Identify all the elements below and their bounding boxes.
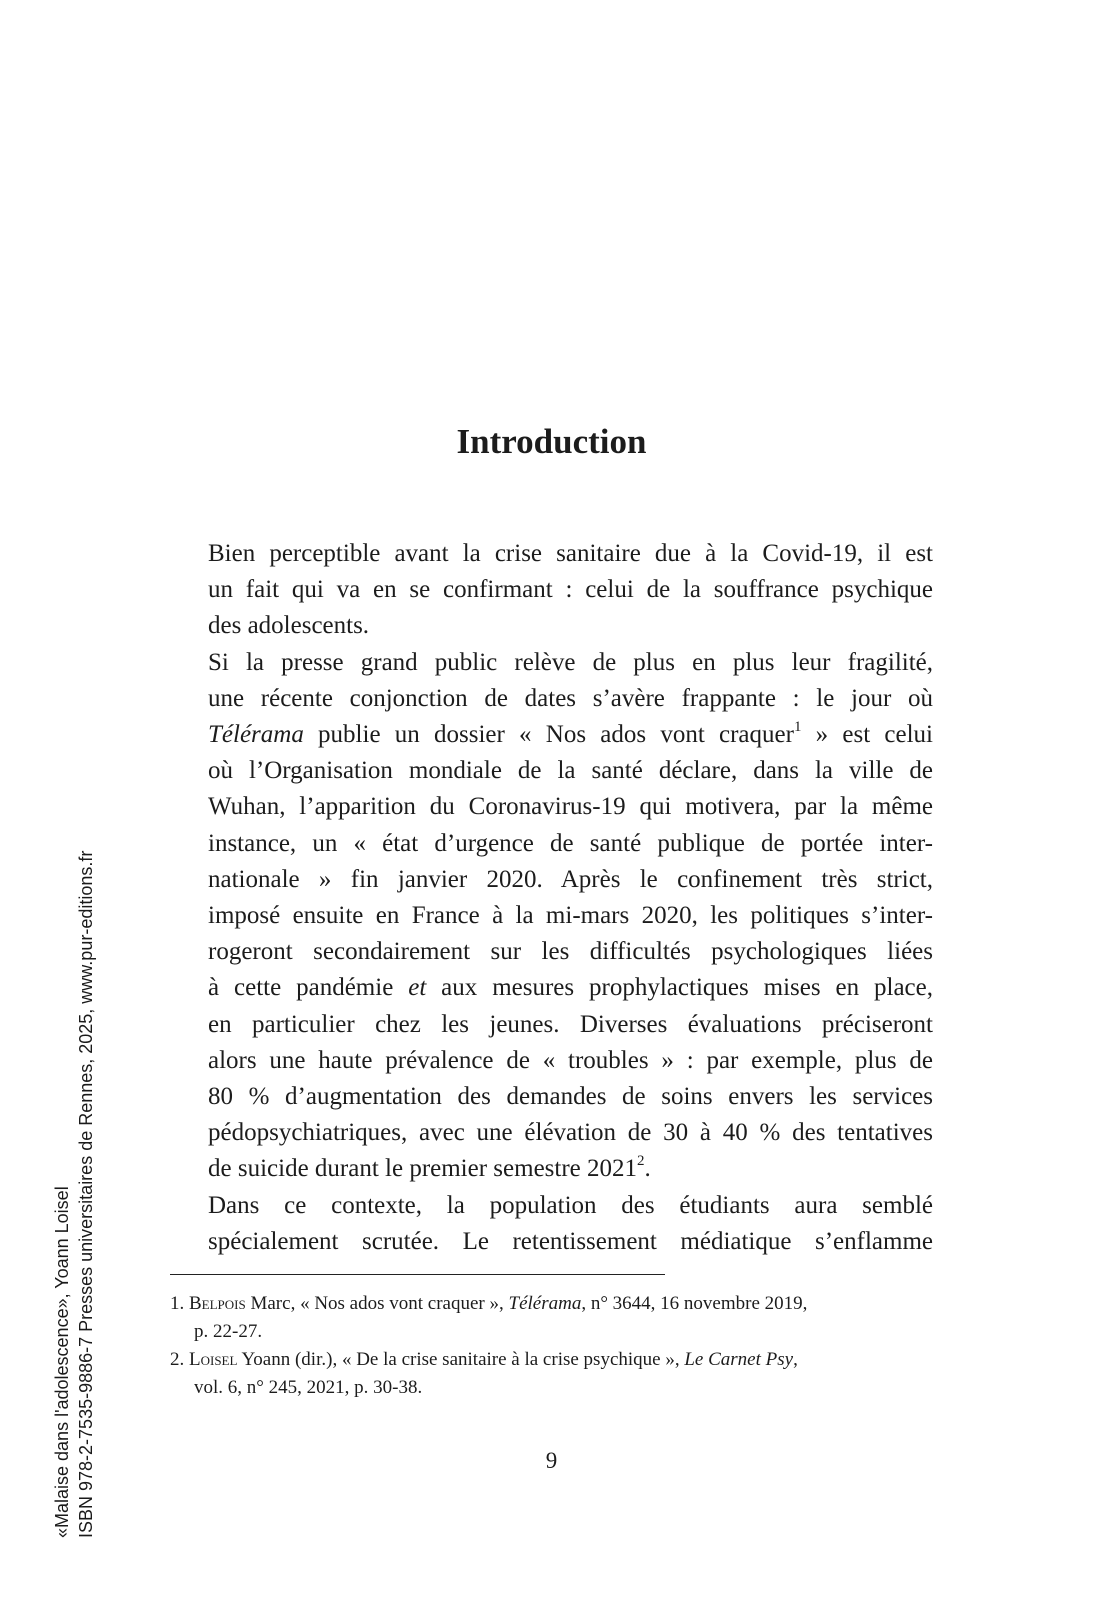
side-note-line-1: «Malaise dans l'adolescence», Yoann Loisel xyxy=(52,1186,72,1538)
footnote-author: Belpois xyxy=(189,1293,246,1314)
journal-title: Le Carnet Psy xyxy=(684,1349,794,1370)
text-line: où l’Organisation mondiale de la santé déclare, dans la ville de xyxy=(208,757,933,785)
text-line xyxy=(170,970,933,1006)
text-line: alors une haute prévalence de « troubles » : par exemple, plus de xyxy=(208,1046,933,1074)
paragraph-2 xyxy=(170,645,933,1188)
text-line: rogeront secondairement sur les difficultés psychologiques liées xyxy=(208,938,933,966)
emphasis: et xyxy=(408,974,427,1002)
text-line xyxy=(170,717,933,753)
text-segment: aux mesures prophylactiques mises en place, xyxy=(426,974,933,1002)
footnote-1 xyxy=(170,1290,933,1346)
text-line xyxy=(170,1151,933,1187)
footnote-line: vol. 6, n° 245, 2021, p. 30-38. xyxy=(194,1377,423,1398)
paragraph-3 xyxy=(170,1188,933,1260)
chapter-title: Introduction xyxy=(456,422,647,461)
text-line: pédopsychiatriques, avec une élévation de 30 à 40 % des tentatives xyxy=(208,1119,933,1147)
footnote-2 xyxy=(170,1346,933,1402)
footnote-line xyxy=(170,1290,933,1318)
text-line: 80 % d’augmentation des demandes de soins envers les services xyxy=(208,1083,933,1111)
footnote-ref-1[interactable]: 1 xyxy=(793,719,802,736)
footnotes xyxy=(170,1290,933,1402)
text-line: nationale » fin janvier 2020. Après le confinement très strict, xyxy=(208,865,933,893)
text-line: Si la presse grand public relève de plus en plus leur fragilité, xyxy=(208,648,933,676)
footnote-ref-2[interactable]: 2 xyxy=(637,1153,645,1170)
copyright-side-note xyxy=(50,718,98,1538)
journal-title: Télérama xyxy=(208,721,304,749)
side-note-line-2: ISBN 978-2-7535-9886-7 Presses universitaires de Rennes, 2025, www.pur-editions.fr xyxy=(76,850,96,1538)
footnote-author: Loisel xyxy=(189,1349,238,1370)
text-segment: . xyxy=(644,1155,651,1183)
text-line: une récente conjonction de dates s’avère frappante : le jour où xyxy=(208,684,933,712)
text-segment: de suicide durant le premier semestre 2021 xyxy=(208,1155,638,1183)
journal-title: Télérama xyxy=(508,1293,582,1314)
text-segment: , n° 3644, 16 novembre 2019, xyxy=(581,1293,808,1314)
footnote-number: 1. xyxy=(170,1293,185,1314)
text-line: instance, un « état d’urgence de santé publique de portée inter- xyxy=(208,829,933,857)
footnote-line xyxy=(170,1346,933,1374)
page-number: 9 xyxy=(545,1448,558,1473)
text-line: Wuhan, l’apparition du Coronavirus-19 qui motivera, par la même xyxy=(208,793,933,821)
text-line: en particulier chez les jeunes. Diverses évaluations préciseront xyxy=(208,1010,933,1038)
paragraph-1 xyxy=(170,536,933,645)
text-segment: à cette pandémie xyxy=(208,974,409,1002)
text-segment: Yoann (dir.), « De la crise sanitaire à la crise psychique », xyxy=(237,1349,685,1370)
text-segment: publie un dossier « Nos ados vont craquer xyxy=(303,721,794,749)
text-segment: » est celui xyxy=(801,721,933,749)
text-line: un fait qui va en se confirmant : celui de la souffrance psychique xyxy=(208,576,933,604)
text-segment: Marc, « Nos ados vont craquer », xyxy=(245,1293,509,1314)
text-line: imposé ensuite en France à la mi-mars 2020, les politiques s’inter- xyxy=(208,902,933,930)
footnote-separator xyxy=(170,1274,665,1275)
body-text xyxy=(170,536,933,1260)
text-segment: , xyxy=(793,1349,798,1370)
text-line: Bien perceptible avant la crise sanitaire due à la Covid-19, il est xyxy=(208,540,933,567)
text-line: des adolescents. xyxy=(208,612,370,640)
footnote-line: p. 22-27. xyxy=(194,1321,263,1342)
text-line: Dans ce contexte, la population des étudiants aura semblé xyxy=(208,1191,933,1219)
text-line: spécialement scrutée. Le retentissement médiatique s’enflamme xyxy=(208,1227,933,1255)
footnote-number: 2. xyxy=(170,1349,185,1370)
